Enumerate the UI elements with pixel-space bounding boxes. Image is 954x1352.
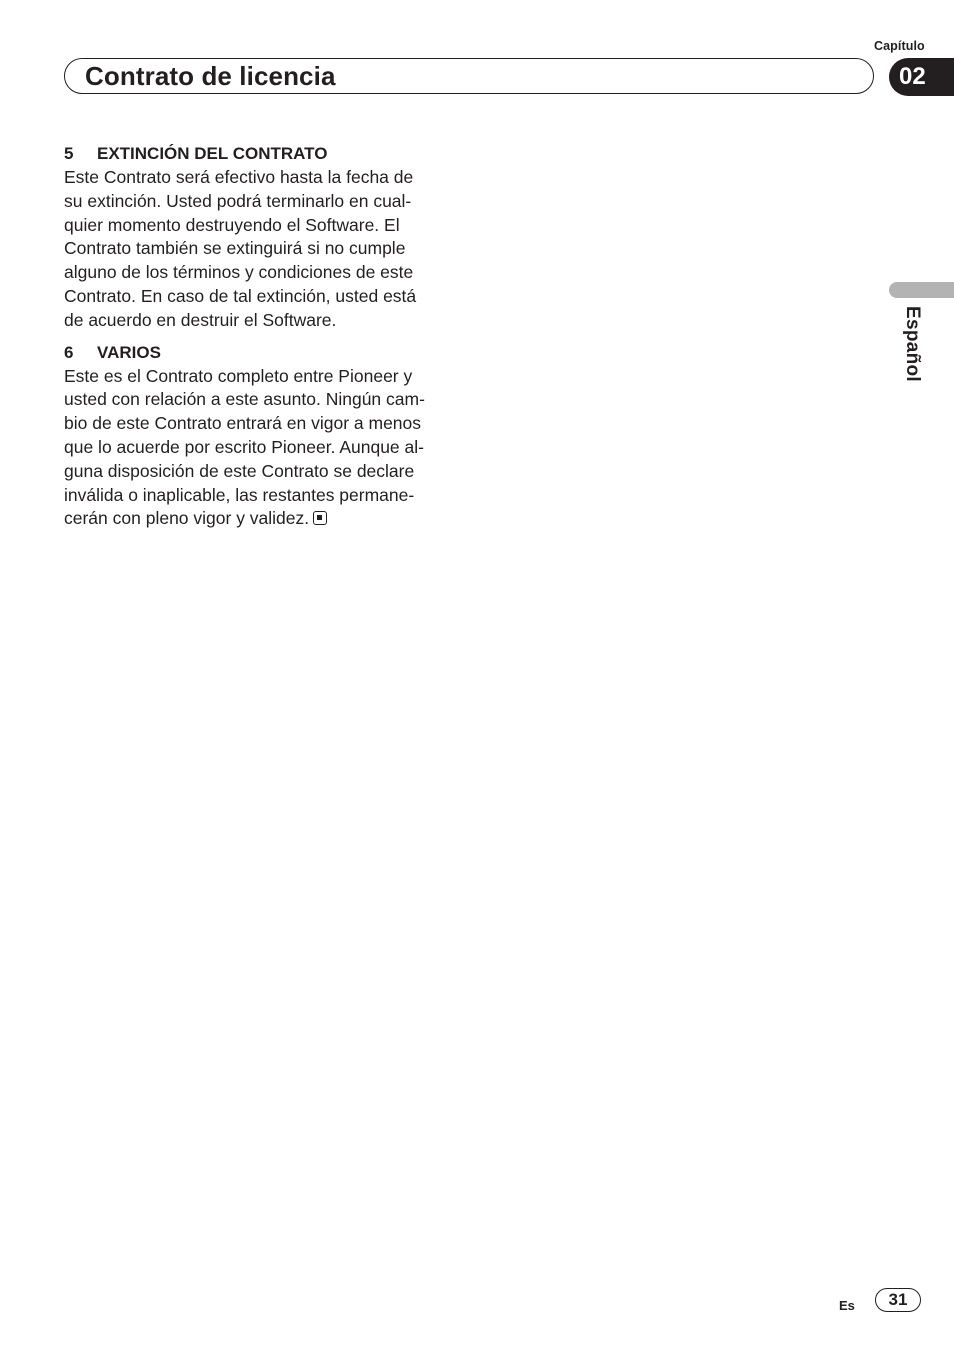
section-title: VARIOS bbox=[97, 342, 161, 362]
chapter-label: Capítulo bbox=[874, 39, 925, 53]
section-title: EXTINCIÓN DEL CONTRATO bbox=[97, 144, 328, 163]
footer-language-code: Es bbox=[839, 1298, 855, 1313]
page-number: 31 bbox=[875, 1288, 921, 1312]
chapter-number-badge: 02 bbox=[889, 58, 954, 96]
end-of-section-icon bbox=[313, 511, 327, 525]
main-content bbox=[64, 142, 464, 539]
section-extincion bbox=[64, 142, 464, 333]
section-body bbox=[64, 365, 464, 532]
language-tab-bar bbox=[889, 282, 954, 298]
section-body: Este Contrato será efectivo hasta la fecha de su extinción. Usted podrá terminarlo en cual- quier momento destruyendo el Software. El Contrato también se extinguirá si no cumple alguno de los términos y condiciones de este Contrato. En caso de tal extinción, usted está de acuerdo en destruir el Software. bbox=[64, 167, 417, 330]
page-title: Contrato de licencia bbox=[85, 61, 336, 91]
language-tab-label: Español bbox=[902, 306, 923, 383]
section-varios bbox=[64, 341, 464, 532]
section-number: 6 bbox=[64, 342, 74, 362]
section-heading bbox=[64, 142, 464, 166]
section-number: 5 bbox=[64, 144, 74, 163]
section-heading bbox=[64, 341, 464, 365]
section-body-text: Este es el Contrato completo entre Pioneer y usted con relación a este asunto. Ningún cam- bio de este Contrato entrará en vigor a menos que lo acuerde por escrito Pioneer. Aunque al- guna disposición de este Contrato se declare inválida o inaplicable, las restantes permane- cerán con pleno vigor y validez. bbox=[64, 365, 425, 529]
